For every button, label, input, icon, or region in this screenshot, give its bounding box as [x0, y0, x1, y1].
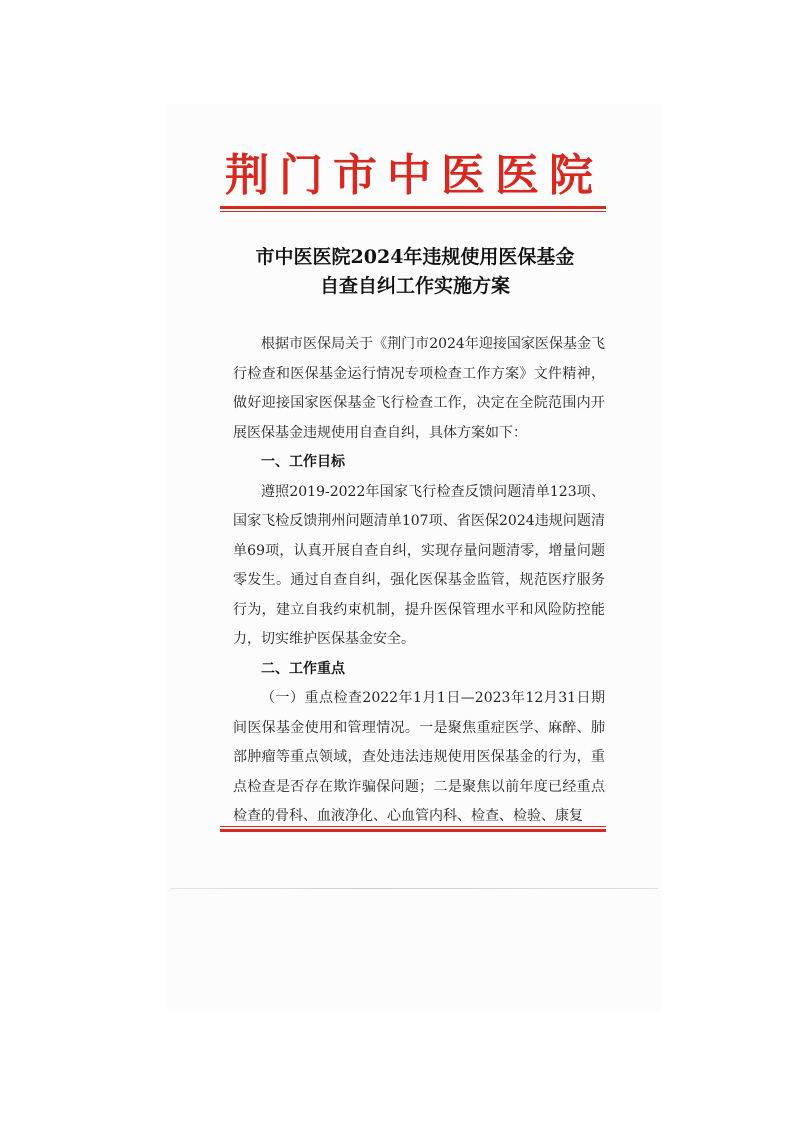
scan-page-edge: [170, 888, 658, 889]
document-title-line-1: 市中医医院2024年违规使用医保基金: [255, 246, 575, 268]
document-body: [233, 330, 605, 832]
section-heading: 二、工作重点: [261, 660, 345, 677]
footer-rule-thin: [220, 826, 606, 827]
section-heading: 一、工作目标: [261, 454, 345, 470]
document-title-line-2: 自查自纠工作实施方案: [319, 275, 510, 297]
body-paragraph: 遵照2019-2022年国家飞行检查反馈问题清单123项、国家飞检反馈荆州问题清单107项、省医保2024违规问题清单69项，认真开展自查自纠，实现存量问题清零，增量问题零发生。通过自查自纠，强化医保基金监管，规范医疗服务行为，建立自我约束机制，提升医保管理水平和风险防控能力，切实维护医保基金安全。: [233, 483, 605, 647]
body-paragraph: 根据市医保局关于《荆门市2024年迎接国家医保基金飞行检查和医保基金运行情况专项检查工作方案》文件精神，做好迎接国家医保基金飞行检查工作，决定在全院范围内开展医保基金违规使用自查自纠，具体方案如下：: [233, 336, 605, 441]
letterhead-rule-thick: [220, 206, 606, 209]
footer-rule-thick: [220, 829, 606, 832]
letterhead-title: 荆门市中医医院: [225, 150, 603, 201]
body-paragraph: （一）重点检查2022年1月1日—2023年12月31日期间医保基金使用和管理情况。一是聚焦重症医学、麻醉、肺部肿瘤等重点领域，查处违法违规使用医保基金的行为，重点检查是否存在欺诈骗保问题；二是聚焦以前年度已经重点检查的骨科、血液净化、心血管内科、检查、检验、康复: [233, 690, 605, 824]
letterhead-rule-thin: [220, 211, 606, 212]
